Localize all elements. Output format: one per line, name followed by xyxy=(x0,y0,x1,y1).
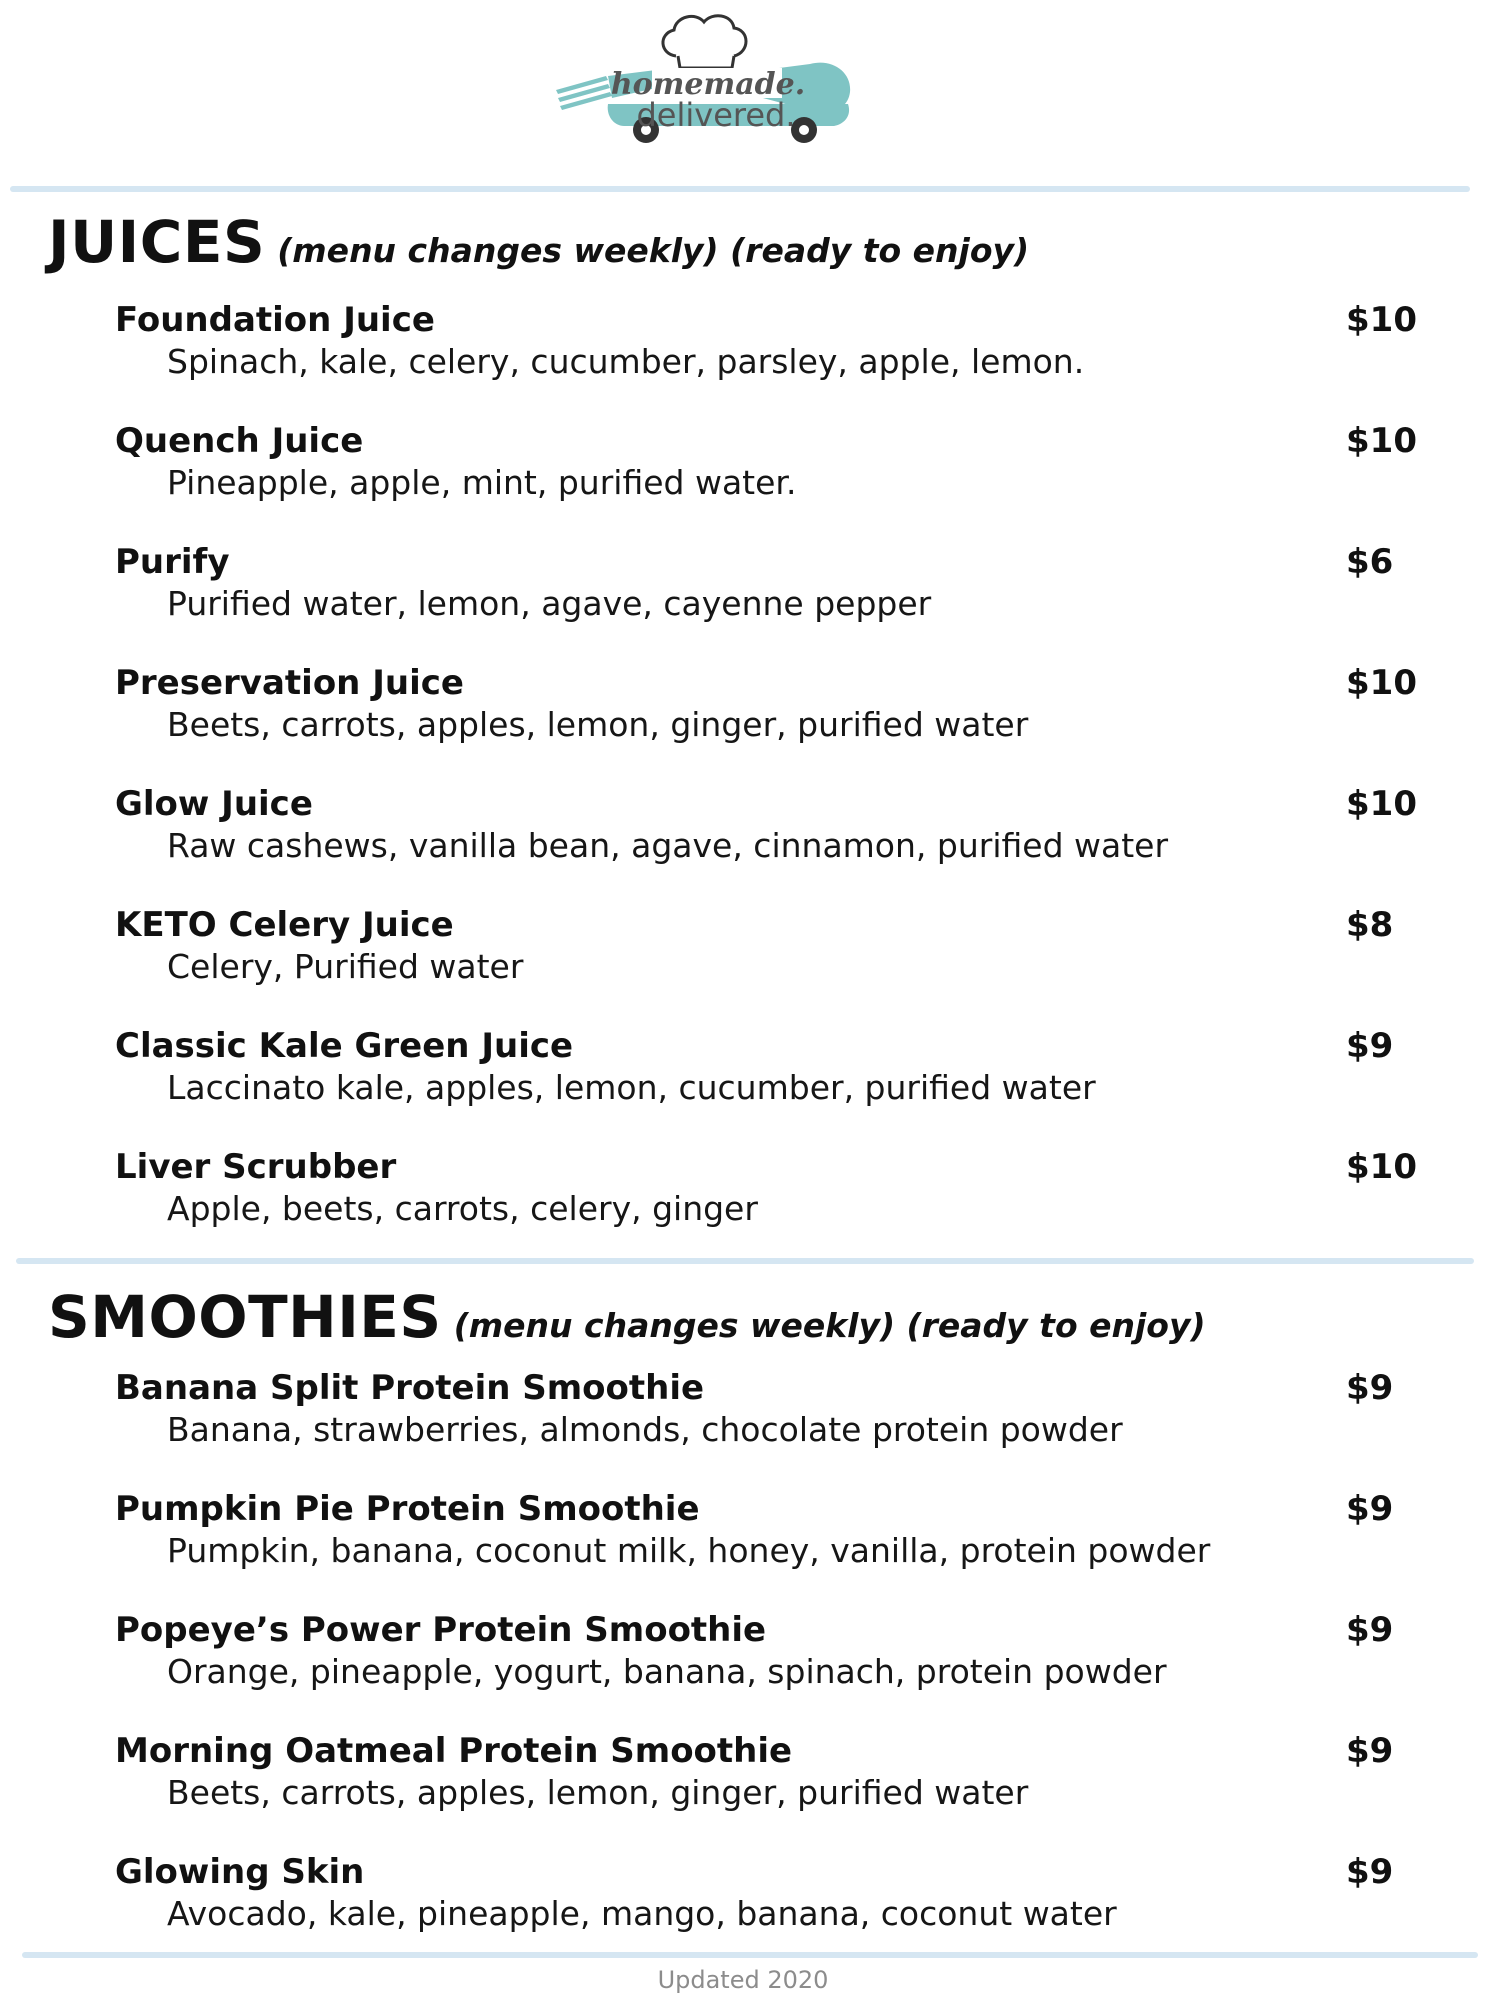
item-description: Purified water, lemon, agave, cayenne pepper xyxy=(167,584,932,623)
item-name: KETO Celery Juice xyxy=(115,905,454,945)
item-name: Glow Juice xyxy=(115,784,313,824)
item-price: $8 xyxy=(1346,905,1394,945)
item-price: $9 xyxy=(1346,1368,1394,1408)
item-description: Avocado, kale, pineapple, mango, banana, coconut water xyxy=(167,1894,1117,1933)
item-price: $9 xyxy=(1346,1489,1394,1529)
item-price: $10 xyxy=(1346,784,1417,824)
divider-bottom xyxy=(22,1952,1478,1958)
item-price: $9 xyxy=(1346,1026,1394,1066)
item-price: $6 xyxy=(1346,542,1394,582)
item-name: Purify xyxy=(115,542,230,582)
item-description: Beets, carrots, apples, lemon, ginger, purified water xyxy=(167,1773,1029,1812)
item-name: Classic Kale Green Juice xyxy=(115,1026,574,1066)
juices-note: (menu changes weekly) (ready to enjoy) xyxy=(277,231,1030,270)
item-name: Popeye’s Power Protein Smoothie xyxy=(115,1610,767,1650)
item-name: Pumpkin Pie Protein Smoothie xyxy=(115,1489,700,1529)
menu-item xyxy=(0,1731,1486,1831)
divider-top xyxy=(10,186,1470,192)
item-name: Morning Oatmeal Protein Smoothie xyxy=(115,1731,793,1771)
item-name: Preservation Juice xyxy=(115,663,464,703)
smoothies-heading xyxy=(48,1283,1206,1351)
menu-item xyxy=(0,1852,1486,1952)
footer-updated: Updated 2020 xyxy=(657,1966,829,1994)
menu-item xyxy=(0,905,1486,1005)
chef-hat-food-truck-icon xyxy=(548,6,868,166)
item-description: Pumpkin, banana, coconut milk, honey, vanilla, protein powder xyxy=(167,1531,1211,1570)
item-price: $9 xyxy=(1346,1610,1394,1650)
juices-title: JUICES xyxy=(48,208,266,276)
item-price: $9 xyxy=(1346,1731,1394,1771)
item-description: Orange, pineapple, yogurt, banana, spinach, protein powder xyxy=(167,1652,1167,1691)
menu-item xyxy=(0,1368,1486,1468)
item-price: $10 xyxy=(1346,663,1417,703)
menu-item xyxy=(0,784,1486,884)
item-description: Spinach, kale, celery, cucumber, parsley, apple, lemon. xyxy=(167,342,1085,381)
smoothies-title: SMOOTHIES xyxy=(48,1283,442,1351)
menu-item xyxy=(0,421,1486,521)
item-description: Apple, beets, carrots, celery, ginger xyxy=(167,1189,758,1228)
menu-item xyxy=(0,542,1486,642)
item-price: $10 xyxy=(1346,1147,1417,1187)
menu-item xyxy=(0,1026,1486,1126)
item-name: Quench Juice xyxy=(115,421,364,461)
item-description: Banana, strawberries, almonds, chocolate protein powder xyxy=(167,1410,1123,1449)
menu-item xyxy=(0,663,1486,763)
brand-logo xyxy=(548,6,868,166)
item-description: Pineapple, apple, mint, purified water. xyxy=(167,463,797,502)
item-name: Foundation Juice xyxy=(115,300,435,340)
juices-heading xyxy=(48,208,1029,276)
item-description: Celery, Purified water xyxy=(167,947,524,986)
divider-middle xyxy=(16,1258,1474,1264)
item-price: $10 xyxy=(1346,421,1417,461)
item-description: Raw cashews, vanilla bean, agave, cinnamon, purified water xyxy=(167,826,1169,865)
menu-item xyxy=(0,1610,1486,1710)
item-name: Glowing Skin xyxy=(115,1852,365,1892)
item-name: Banana Split Protein Smoothie xyxy=(115,1368,705,1408)
menu-item xyxy=(0,1147,1486,1247)
item-price: $10 xyxy=(1346,300,1417,340)
logo-line2: delivered. xyxy=(636,96,796,134)
item-price: $9 xyxy=(1346,1852,1394,1892)
smoothies-note: (menu changes weekly) (ready to enjoy) xyxy=(453,1306,1206,1345)
item-name: Liver Scrubber xyxy=(115,1147,397,1187)
item-description: Laccinato kale, apples, lemon, cucumber, purified water xyxy=(167,1068,1096,1107)
menu-item xyxy=(0,300,1486,400)
item-description: Beets, carrots, apples, lemon, ginger, purified water xyxy=(167,705,1029,744)
menu-item xyxy=(0,1489,1486,1589)
logo-line1: homemade. xyxy=(610,67,806,102)
